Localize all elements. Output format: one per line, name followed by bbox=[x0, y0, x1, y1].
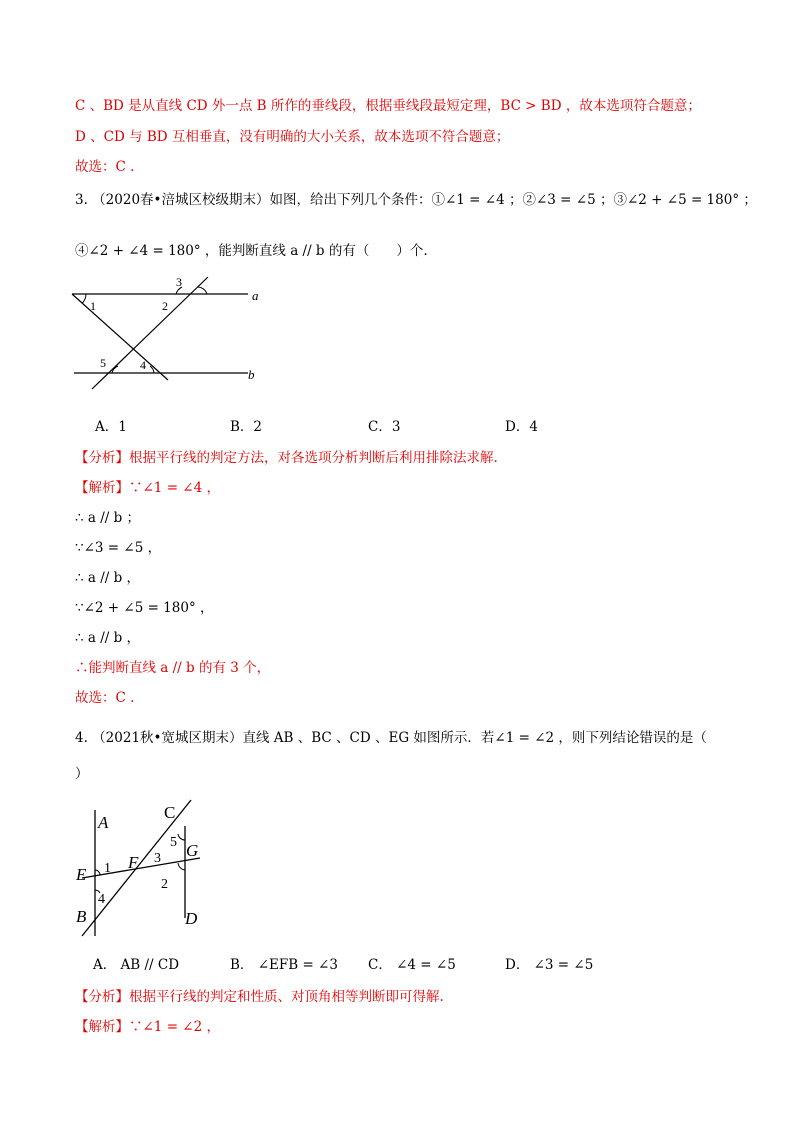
angle-3-arc bbox=[197, 287, 207, 294]
q3-option-b: B．2 bbox=[230, 419, 263, 435]
question-3-stem: 3. （2020春•涪城区校级期末）如图，给出下列几个条件：①∠1 = ∠4 ；②∠3 = ∠5 ；③∠2 + ∠5 = 180° ； bbox=[75, 192, 757, 208]
point-g-label: G bbox=[186, 841, 199, 860]
angle-5-label: 5 bbox=[100, 356, 106, 370]
question-4-stem: 4. （2021秋•宽城区期末）直线 AB 、BC 、CD 、EG 如图所示．若∠1 = ∠2 ，则下列结论错误的是（ bbox=[75, 730, 707, 746]
question-4-stem-cont: ） bbox=[75, 766, 89, 782]
point-a-label: A bbox=[98, 813, 109, 832]
angle-4-label: 4 bbox=[98, 892, 105, 907]
c-option-explanation: C 、BD 是从直线 CD 外一点 B 所作的垂线段，根据垂线段最短定理，BC > BD ，故本选项符合题意； bbox=[75, 98, 701, 114]
figure-3 bbox=[70, 272, 270, 392]
q4-solution-1: 【解析】∵∠1 = ∠2 ， bbox=[75, 1019, 220, 1035]
angle-1-arc bbox=[83, 294, 87, 303]
q3-solution-5: ∵∠2 + ∠5 = 180° ， bbox=[75, 600, 214, 616]
q4-option-d: D． ∠3 = ∠5 bbox=[505, 957, 594, 973]
angle-1-label: 1 bbox=[90, 299, 96, 313]
angle-3-label: 3 bbox=[154, 851, 161, 866]
point-c-label: C bbox=[164, 803, 176, 822]
q3-solution-6: ∴ a // b ， bbox=[75, 630, 141, 646]
answer-line: 故选：C . bbox=[75, 159, 135, 175]
q3-solution-7: ∴能判断直线 a // b 的有 3 个， bbox=[75, 660, 271, 676]
point-e-label: E bbox=[76, 865, 87, 884]
q3-option-a: A．1 bbox=[95, 419, 127, 435]
q4-option-a: A． AB // CD bbox=[93, 957, 180, 973]
angle-5-arc bbox=[178, 834, 185, 840]
figure-4 bbox=[70, 798, 210, 948]
angle-2-label: 2 bbox=[162, 299, 168, 313]
transversal-1 bbox=[72, 294, 168, 380]
d-option-explanation: D 、CD 与 BD 互相垂直，没有明确的大小关系，故本选项不符合题意； bbox=[75, 129, 510, 145]
angle-4-label: 4 bbox=[140, 358, 146, 372]
angle-2-arc bbox=[178, 863, 185, 870]
angle-1-arc bbox=[95, 870, 100, 875]
point-f-label: F bbox=[128, 853, 139, 872]
question-3-stem-cont: ④∠2 + ∠4 = 180° ，能判断直线 a // b 的有（ ）个. bbox=[75, 243, 428, 259]
q3-solution-1: 【解析】∵∠1 = ∠4 ， bbox=[75, 480, 220, 496]
q3-solution-4: ∴ a // b ， bbox=[75, 570, 141, 586]
point-d-label: D bbox=[185, 909, 198, 928]
q3-solution-2: ∴ a // b ； bbox=[75, 510, 141, 526]
point-b-label: B bbox=[76, 907, 87, 926]
angle-1-label: 1 bbox=[104, 861, 111, 876]
q4-option-c: C． ∠4 = ∠5 bbox=[368, 957, 456, 973]
line-a-label: a bbox=[252, 288, 259, 303]
q4-option-b: B． ∠EFB = ∠3 bbox=[230, 957, 338, 973]
q3-analysis: 【分析】根据平行线的判定方法，对各选项分析判断后利用排除法求解. bbox=[75, 450, 498, 466]
q3-option-c: C．3 bbox=[368, 419, 401, 435]
line-b-label: b bbox=[248, 367, 255, 382]
q4-analysis: 【分析】根据平行线的判定和性质、对顶角相等判断即可得解. bbox=[75, 989, 444, 1005]
q3-option-d: D．4 bbox=[505, 419, 538, 435]
angle-3-label: 3 bbox=[176, 275, 182, 289]
angle-5-label: 5 bbox=[170, 835, 177, 850]
angle-2-label: 2 bbox=[161, 877, 168, 892]
q3-solution-3: ∵∠3 = ∠5 ， bbox=[75, 540, 162, 556]
q3-answer-line: 故选：C . bbox=[75, 690, 135, 706]
